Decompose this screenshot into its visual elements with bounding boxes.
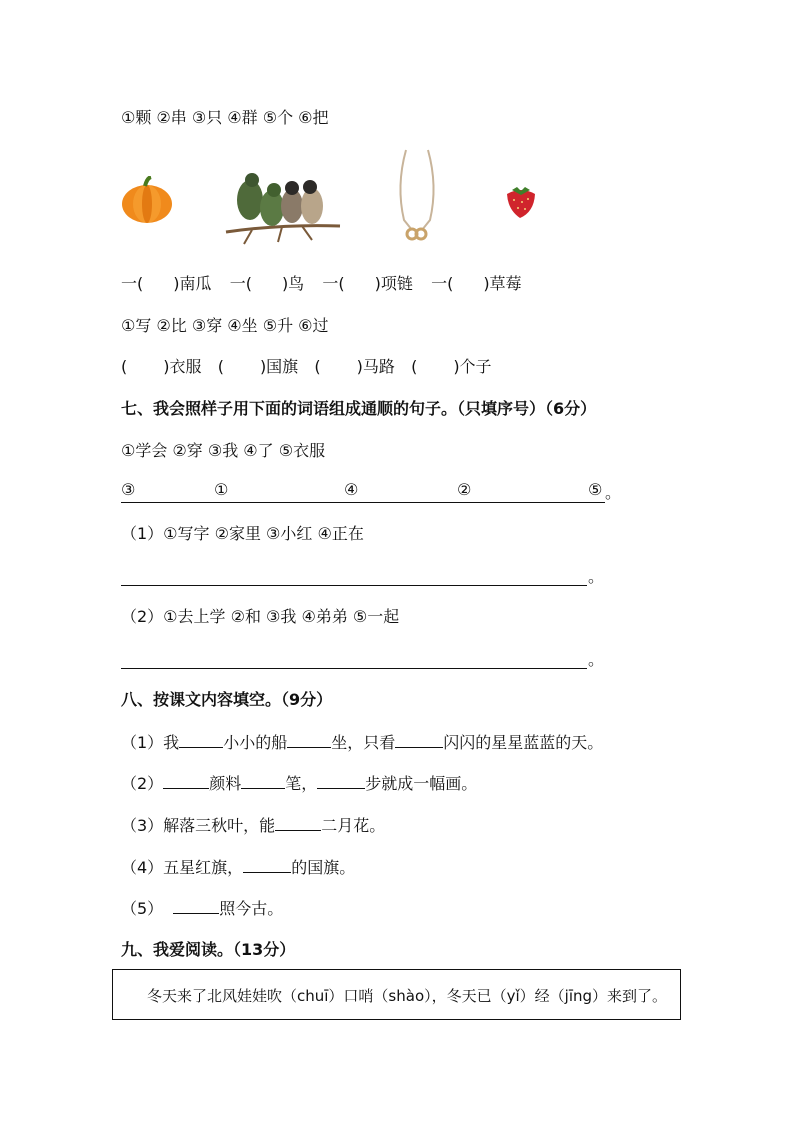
section-8-question-2: （2） 颜料 笔， 步就成一幅画。 (121, 774, 478, 793)
measure-word-options: ①颗 ②串 ③只 ④群 ⑤个 ⑥把 (121, 108, 329, 127)
blank[interactable] (275, 814, 321, 831)
section-8-question-4: （4）五星红旗， 的国旗。 (121, 858, 356, 877)
example-answer-line (121, 502, 605, 503)
example-answer-2: ① (214, 480, 229, 499)
section-7-question-1: （1）①写字 ②家里 ③小红 ④正在 (121, 524, 364, 543)
blank[interactable] (243, 856, 291, 873)
example-answer-3: ④ (344, 480, 359, 499)
measure-word-blanks: 一( )南瓜 一( )鸟 一( )项链 一( )草莓 (121, 274, 522, 293)
section-9-title: 九、我爱阅读。（13分） (121, 940, 296, 959)
blank[interactable] (241, 772, 285, 789)
answer-line-1[interactable] (121, 585, 587, 586)
verb-options: ①写 ②比 ③穿 ④坐 ⑤升 ⑥过 (121, 316, 329, 335)
answer-line-2[interactable] (121, 668, 587, 669)
necklace-icon (392, 146, 442, 260)
section-7-question-2: （2）①去上学 ②和 ③我 ④弟弟 ⑤一起 (121, 607, 400, 626)
reading-passage-box (112, 969, 681, 1020)
blank[interactable] (173, 897, 219, 914)
section-7-example-words: ①学会 ②穿 ③我 ④了 ⑤衣服 (121, 441, 326, 460)
birds-icon (222, 166, 344, 252)
answer-end-mark-1: 。 (588, 567, 605, 586)
blank[interactable] (163, 772, 209, 789)
example-end-mark: 。 (605, 483, 622, 502)
example-answer-1: ③ (121, 480, 136, 499)
blank[interactable] (287, 731, 331, 748)
pumpkin-icon (120, 176, 174, 228)
section-7-title: 七、我会照样子用下面的词语组成通顺的句子。（只填序号）（6分） (121, 399, 597, 418)
example-answer-4: ② (457, 480, 472, 499)
answer-end-mark-2: 。 (588, 650, 605, 669)
blank[interactable] (317, 772, 365, 789)
section-8-question-3: （3）解落三秋叶，能 二月花。 (121, 816, 386, 835)
blank[interactable] (395, 731, 443, 748)
strawberry-icon (502, 184, 540, 224)
reading-passage-text: 冬天来了北风娃娃吹（chuī）口哨（shào），冬天已（yǐ）经（jīng）来到了。 (147, 987, 668, 1005)
section-8-title: 八、按课文内容填空。（9分） (121, 690, 333, 709)
blank[interactable] (179, 731, 223, 748)
verb-blanks: ( )衣服 ( )国旗 ( )马路 ( )个子 (121, 357, 492, 376)
example-answer-5: ⑤ (588, 480, 603, 499)
section-8-question-1: （1）我 小小的船 坐，只看 闪闪的星星蓝蓝的天。 (121, 733, 604, 752)
section-8-question-5: （5） 照今古。 (121, 899, 284, 918)
